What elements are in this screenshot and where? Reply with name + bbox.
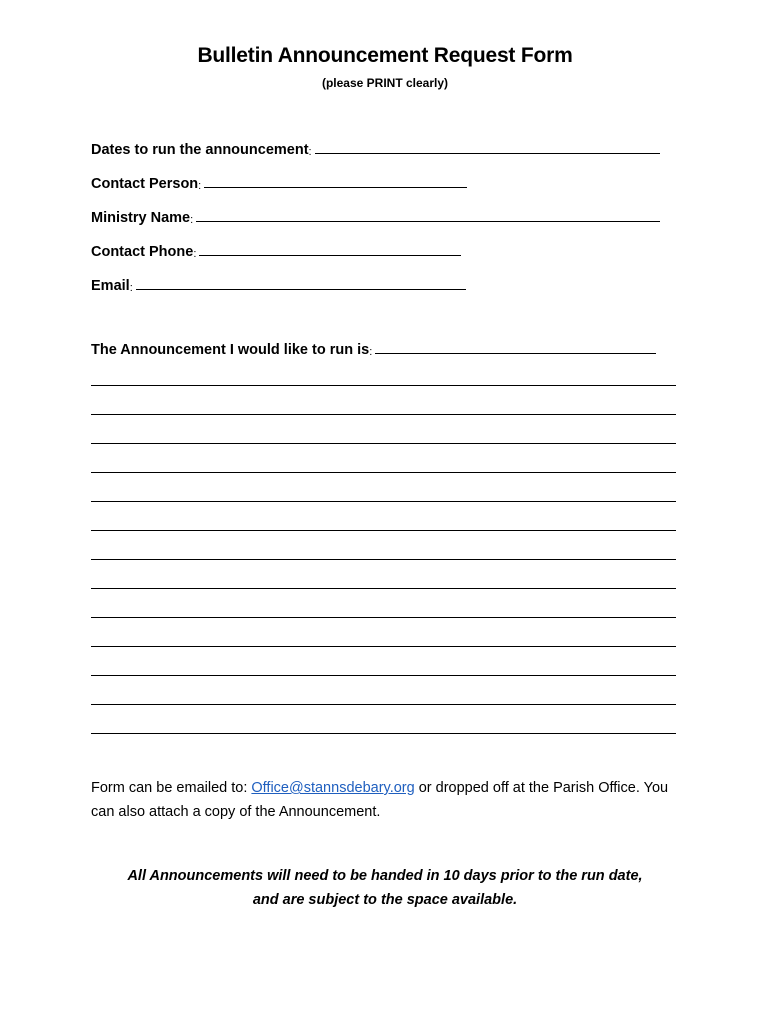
instructions-text-before: Form can be emailed to: xyxy=(91,780,252,796)
instructions-text-after: or dropped off at the Parish Office. You can also attach a copy of the Announcement. xyxy=(91,780,669,820)
notice-line-2: and are subject to the space available. xyxy=(252,892,518,908)
ministry-name-input-line[interactable] xyxy=(196,221,660,222)
announcement-line[interactable] xyxy=(91,704,676,705)
announcement-line[interactable] xyxy=(91,733,676,734)
contact-person-input-line[interactable] xyxy=(204,187,467,188)
dates-colon: : xyxy=(308,146,312,158)
announcement-line[interactable] xyxy=(91,443,676,444)
office-email-link[interactable]: Office@stannsdebary.org xyxy=(251,780,415,796)
announcement-line[interactable] xyxy=(91,501,676,502)
ministry-name-colon: : xyxy=(190,214,194,226)
announcement-field xyxy=(91,336,656,358)
deadline-notice xyxy=(0,864,770,912)
announcement-line[interactable] xyxy=(91,385,676,386)
announcement-line[interactable] xyxy=(91,472,676,473)
contact-phone-field xyxy=(91,238,461,260)
dates-input-line[interactable] xyxy=(315,153,660,154)
contact-phone-colon: : xyxy=(193,248,197,260)
announcement-line[interactable] xyxy=(91,675,676,676)
contact-phone-input-line[interactable] xyxy=(199,255,461,256)
contact-person-field xyxy=(91,170,467,192)
announcement-line[interactable] xyxy=(91,414,676,415)
announcement-line[interactable] xyxy=(91,646,676,647)
announcement-line[interactable] xyxy=(91,530,676,531)
announcement-input-line[interactable] xyxy=(375,353,656,354)
announcement-line[interactable] xyxy=(91,559,676,560)
submission-instructions xyxy=(91,776,691,824)
dates-label: Dates to run the announcement xyxy=(91,142,309,158)
ministry-name-field xyxy=(91,204,660,226)
announcement-line[interactable] xyxy=(91,588,676,589)
email-input-line[interactable] xyxy=(136,289,466,290)
announcement-line[interactable] xyxy=(91,617,676,618)
announcement-label: The Announcement I would like to run is xyxy=(91,342,370,358)
email-colon: : xyxy=(129,282,133,294)
form-subtitle: (please PRINT clearly) xyxy=(321,76,449,90)
form-title: Bulletin Announcement Request Form xyxy=(197,44,573,67)
email-field xyxy=(91,272,466,294)
dates-field xyxy=(91,136,660,158)
announcement-colon: : xyxy=(369,346,373,358)
ministry-name-label: Ministry Name xyxy=(91,210,191,226)
email-label: Email xyxy=(91,278,130,294)
contact-person-colon: : xyxy=(198,180,202,192)
notice-line-1: All Announcements will need to be handed in 10 days prior to the run date, xyxy=(127,868,643,884)
contact-person-label: Contact Person xyxy=(91,176,199,192)
contact-phone-label: Contact Phone xyxy=(91,244,194,260)
